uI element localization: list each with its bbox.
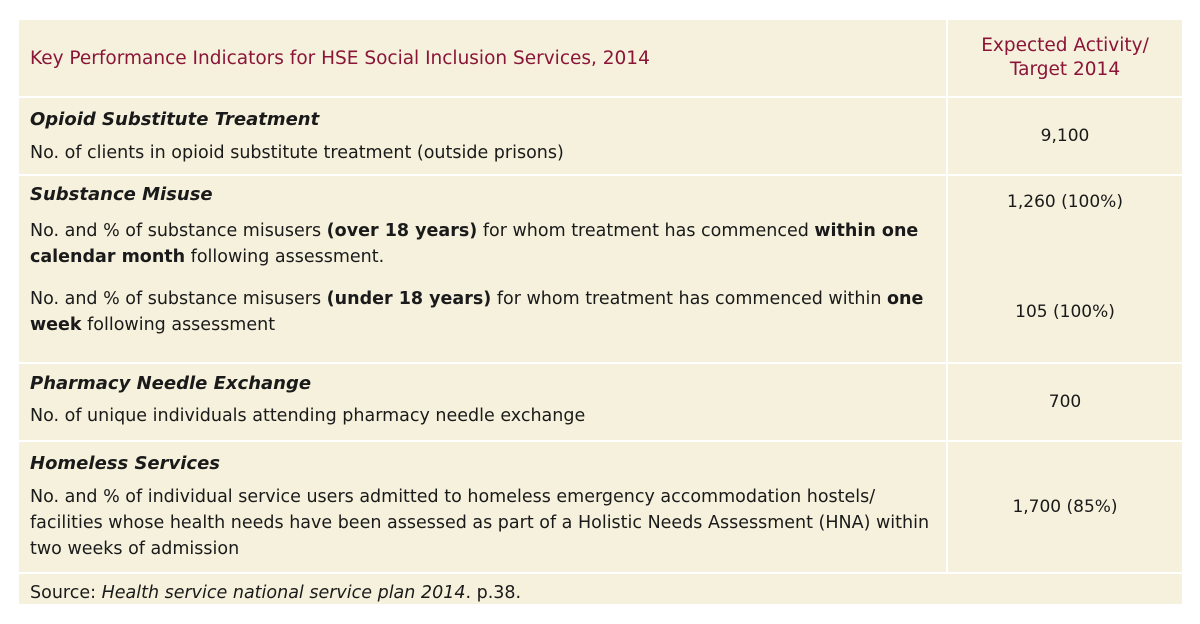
section-title: Homeless Services: [30, 453, 221, 474]
indicator-description: No. and % of substance misusers (over 18 years) for whom treatment has commenced within one calendar month following assessment.: [30, 221, 919, 267]
kpi-table-panel: [19, 20, 1182, 604]
target-value: 9,100: [947, 97, 1182, 175]
target-header-line2: Target 2014: [1009, 59, 1121, 80]
source-row: [19, 573, 1182, 612]
source-title: Health service national service plan 2014: [101, 583, 466, 603]
indicator-description: No. of clients in opioid substitute treatment (outside prisons): [30, 143, 564, 163]
table-header-row: [19, 20, 1182, 97]
indicator-row-over-18: [19, 214, 1182, 286]
section-title: Pharmacy Needle Exchange: [30, 373, 312, 394]
kpi-table: [19, 20, 1182, 612]
section-pharmacy-needle-exchange: [19, 363, 1182, 441]
target-value: 105 (100%): [947, 286, 1182, 363]
target-value: 1,260 (100%): [1007, 192, 1123, 212]
indicator-description: No. and % of substance misusers (under 18 years) for whom treatment has commenced within one week following assessment: [30, 289, 924, 335]
target-header-line1: Expected Activity/: [981, 35, 1149, 56]
section-title: Opioid Substitute Treatment: [30, 109, 320, 130]
section-opioid-substitute-treatment: [19, 97, 1182, 175]
section-homeless-services: [19, 441, 1182, 573]
target-column-header: [947, 20, 1182, 97]
table-title: Key Performance Indicators for HSE Social Inclusion Services, 2014: [19, 20, 947, 97]
target-value: 700: [947, 363, 1182, 441]
source-note: Source: Health service national service plan 2014. p.38.: [30, 583, 522, 603]
indicator-row-under-18: [19, 286, 1182, 363]
target-value: 1,700 (85%): [947, 441, 1182, 573]
indicator-description: No. and % of individual service users admitted to homeless emergency accommodation hostels/ facilities whose health needs have been assessed as part of a Holistic Needs Assessment (HNA) within two weeks of admission: [30, 487, 930, 559]
indicator-description: No. of unique individuals attending pharmacy needle exchange: [30, 406, 586, 426]
section-title: Substance Misuse: [30, 184, 213, 205]
